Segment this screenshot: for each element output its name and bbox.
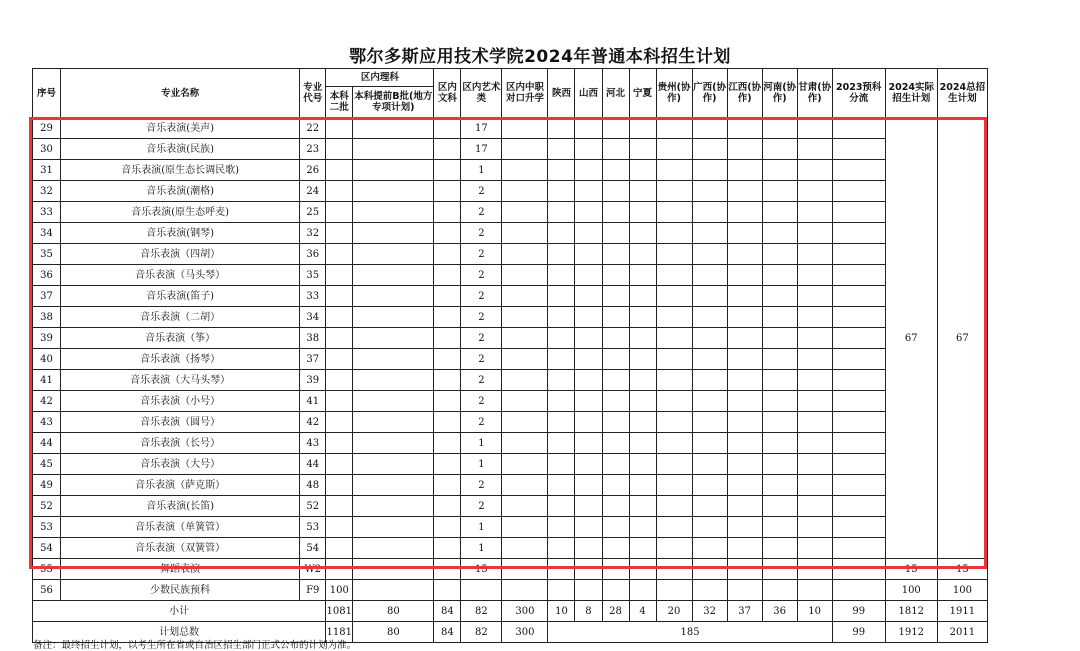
header-inner-science: 区内理科	[326, 69, 434, 87]
total-cell: 15	[937, 559, 987, 580]
table-row	[33, 517, 988, 538]
major-code-cell: 37	[300, 349, 326, 370]
major-name-cell: 音乐表演（扬琴）	[61, 349, 300, 370]
header-seq: 序号	[33, 69, 61, 118]
seq-cell: 33	[33, 202, 61, 223]
major-name-cell: 音乐表演（大马头琴）	[61, 370, 300, 391]
subtotal-shanxi: 8	[575, 601, 602, 622]
plan-total-actual: 1912	[885, 622, 937, 643]
seq-cell: 34	[33, 223, 61, 244]
page-title: 鄂尔多斯应用技术学院2024年普通本科招生计划	[349, 47, 731, 67]
major-code-cell: 39	[300, 370, 326, 391]
art-count-cell: 2	[461, 349, 502, 370]
seq-cell: 41	[33, 370, 61, 391]
major-code-cell: 36	[300, 244, 326, 265]
header-guizhou: 贵州(协作)	[656, 69, 692, 118]
major-name-cell: 音乐表演(原生态长调民歌)	[61, 160, 300, 181]
major-name-cell: 音乐表演（单簧管）	[61, 517, 300, 538]
art-count-cell: 1	[461, 454, 502, 475]
seq-cell: 32	[33, 181, 61, 202]
table-row	[33, 286, 988, 307]
subtotal-arts: 84	[434, 601, 461, 622]
table-row	[33, 454, 988, 475]
header-gansu: 甘肃(协作)	[797, 69, 832, 118]
header-guangxi: 广西(协作)	[692, 69, 727, 118]
major-code-cell: 34	[300, 307, 326, 328]
table-row	[33, 181, 988, 202]
major-name-cell: 音乐表演（筝）	[61, 328, 300, 349]
major-code-cell: 41	[300, 391, 326, 412]
art-count-cell: 2	[461, 370, 502, 391]
subtotal-guangxi: 32	[692, 601, 727, 622]
seq-cell: 53	[33, 517, 61, 538]
header-vocational: 区内中职对口升学	[502, 69, 548, 118]
seq-cell: 54	[33, 538, 61, 559]
major-name-cell: 音乐表演(钢琴)	[61, 223, 300, 244]
major-code-cell: 54	[300, 538, 326, 559]
subtotal-pre: 99	[832, 601, 885, 622]
major-name-cell: 少数民族预科	[61, 580, 300, 601]
subtotal-jiangxi: 37	[727, 601, 762, 622]
table-row	[33, 139, 988, 160]
art-count-cell: 2	[461, 265, 502, 286]
seq-cell: 44	[33, 433, 61, 454]
art-count-cell: 1	[461, 160, 502, 181]
seq-cell: 29	[33, 118, 61, 139]
seq-cell: 35	[33, 244, 61, 265]
art-count-cell: 2	[461, 286, 502, 307]
subtotal-row	[33, 601, 988, 622]
subtotal-bk2: 1081	[326, 601, 353, 622]
header-shaanxi: 陕西	[548, 69, 575, 118]
seq-cell: 52	[33, 496, 61, 517]
seq-cell: 45	[33, 454, 61, 475]
table-row	[33, 433, 988, 454]
major-name-cell: 音乐表演(民族)	[61, 139, 300, 160]
seq-cell: 38	[33, 307, 61, 328]
seq-cell: 40	[33, 349, 61, 370]
art-count-cell: 17	[461, 139, 502, 160]
major-name-cell: 音乐表演(美声)	[61, 118, 300, 139]
seq-cell: 30	[33, 139, 61, 160]
major-code-cell: W2	[300, 559, 326, 580]
plan-total-bk-b: 80	[353, 622, 434, 643]
seq-cell: 56	[33, 580, 61, 601]
seq-cell: 31	[33, 160, 61, 181]
header-inner-arts: 区内文科	[434, 69, 461, 118]
major-code-cell: 38	[300, 328, 326, 349]
subtotal-vocational: 300	[502, 601, 548, 622]
seq-cell: 42	[33, 391, 61, 412]
subtotal-actual: 1812	[885, 601, 937, 622]
major-name-cell: 音乐表演（小号）	[61, 391, 300, 412]
major-code-cell: 48	[300, 475, 326, 496]
art-count-cell: 2	[461, 307, 502, 328]
subtotal-hebei: 28	[602, 601, 629, 622]
subtotal-label: 小计	[33, 601, 326, 622]
subtotal-ningxia: 4	[629, 601, 656, 622]
header-hebei: 河北	[602, 69, 629, 118]
plan-total-arts: 84	[434, 622, 461, 643]
seq-cell: 39	[33, 328, 61, 349]
actual-cell: 100	[885, 580, 937, 601]
major-code-cell: 53	[300, 517, 326, 538]
subtotal-guizhou: 20	[656, 601, 692, 622]
table-row	[33, 118, 988, 139]
art-count-cell: 15	[461, 559, 502, 580]
header-pre-2023: 2023预科分流	[832, 69, 885, 118]
actual-cell: 15	[885, 559, 937, 580]
footnote: 备注：最终招生计划，以考生所在省或自治区招生部门正式公布的计划为准。	[33, 640, 357, 651]
plan-total-bk2: 1181	[326, 622, 353, 643]
seq-cell: 49	[33, 475, 61, 496]
art-count-cell: 2	[461, 244, 502, 265]
table-row	[33, 160, 988, 181]
art-count-cell: 1	[461, 517, 502, 538]
major-code-cell: 35	[300, 265, 326, 286]
table-row	[33, 202, 988, 223]
major-code-cell: 44	[300, 454, 326, 475]
major-name-cell: 舞蹈表演	[61, 559, 300, 580]
bk2-cell: 100	[326, 580, 353, 601]
table-row	[33, 307, 988, 328]
major-name-cell: 音乐表演(原生态呼麦)	[61, 202, 300, 223]
table-row-dance	[33, 559, 988, 580]
major-code-cell: 24	[300, 181, 326, 202]
major-name-cell: 音乐表演（马头琴）	[61, 265, 300, 286]
major-name-cell: 音乐表演(长笛)	[61, 496, 300, 517]
major-code-cell: 26	[300, 160, 326, 181]
plan-total-vocational: 300	[502, 622, 548, 643]
subtotal-bk-b: 80	[353, 601, 434, 622]
major-name-cell: 音乐表演（二胡）	[61, 307, 300, 328]
major-name-cell: 音乐表演（圆号）	[61, 412, 300, 433]
seq-cell: 55	[33, 559, 61, 580]
total-cell: 100	[937, 580, 987, 601]
table-row	[33, 370, 988, 391]
major-code-cell: 52	[300, 496, 326, 517]
table-row	[33, 475, 988, 496]
seq-cell: 37	[33, 286, 61, 307]
header-major-name: 专业名称	[61, 69, 300, 118]
plan-total-pre: 99	[832, 622, 885, 643]
table-row	[33, 265, 988, 286]
major-code-cell: 25	[300, 202, 326, 223]
table-row-preparatory	[33, 580, 988, 601]
art-count-cell: 2	[461, 181, 502, 202]
header-major-code: 专业代号	[300, 69, 326, 118]
major-name-cell: 音乐表演（双簧管）	[61, 538, 300, 559]
table-row	[33, 328, 988, 349]
table-row	[33, 223, 988, 244]
table-row	[33, 538, 988, 559]
plan-total-other-provinces: 185	[548, 622, 832, 643]
art-count-cell: 2	[461, 475, 502, 496]
art-count-cell: 1	[461, 538, 502, 559]
art-count-cell: 2	[461, 391, 502, 412]
plan-total-total: 2011	[937, 622, 987, 643]
header-shanxi: 山西	[575, 69, 602, 118]
major-name-cell: 音乐表演（萨克斯）	[61, 475, 300, 496]
header-inner-art-category: 区内艺术类	[461, 69, 502, 118]
art-count-cell: 2	[461, 202, 502, 223]
major-code-cell: 32	[300, 223, 326, 244]
seq-cell: 43	[33, 412, 61, 433]
art-count-cell: 2	[461, 412, 502, 433]
subtotal-total: 1911	[937, 601, 987, 622]
major-name-cell: 音乐表演（大号）	[61, 454, 300, 475]
header-total-2024: 2024总招生计划	[937, 69, 987, 118]
subtotal-shaanxi: 10	[548, 601, 575, 622]
table-row	[33, 391, 988, 412]
table-row	[33, 244, 988, 265]
art-count-cell: 2	[461, 223, 502, 244]
major-code-cell: F9	[300, 580, 326, 601]
enrollment-plan-table	[32, 68, 988, 643]
header-jiangxi: 江西(协作)	[727, 69, 762, 118]
major-name-cell: 音乐表演（长号）	[61, 433, 300, 454]
art-count-cell: 1	[461, 433, 502, 454]
major-code-cell: 42	[300, 412, 326, 433]
major-name-cell: 音乐表演(笛子)	[61, 286, 300, 307]
art-count-cell: 17	[461, 118, 502, 139]
header-henan: 河南(协作)	[762, 69, 797, 118]
major-code-cell: 23	[300, 139, 326, 160]
plan-total-art: 82	[461, 622, 502, 643]
table-row	[33, 496, 988, 517]
subtotal-henan: 36	[762, 601, 797, 622]
seq-cell: 36	[33, 265, 61, 286]
art-count-cell: 2	[461, 496, 502, 517]
major-name-cell: 音乐表演（四胡）	[61, 244, 300, 265]
subtotal-art: 82	[461, 601, 502, 622]
header-ningxia: 宁夏	[629, 69, 656, 118]
header-bk-b: 本科提前B批(地方专项计划)	[353, 87, 434, 118]
major-code-cell: 43	[300, 433, 326, 454]
art-count-cell: 2	[461, 328, 502, 349]
major-name-cell: 音乐表演(潮格)	[61, 181, 300, 202]
major-code-cell: 22	[300, 118, 326, 139]
merged-total-cell: 67	[937, 118, 987, 559]
header-bk2: 本科二批	[326, 87, 353, 118]
plan-total-label: 计划总数	[33, 622, 326, 643]
table-row	[33, 349, 988, 370]
header-actual-2024: 2024实际招生计划	[885, 69, 937, 118]
merged-actual-cell: 67	[885, 118, 937, 559]
major-code-cell: 33	[300, 286, 326, 307]
table-row	[33, 412, 988, 433]
subtotal-gansu: 10	[797, 601, 832, 622]
